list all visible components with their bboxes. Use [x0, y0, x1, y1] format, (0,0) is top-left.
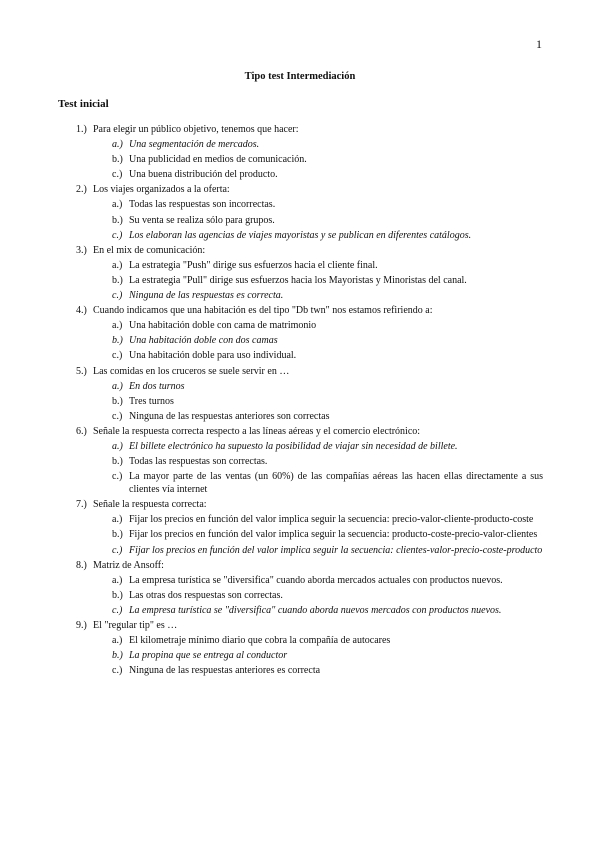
question-row: [76, 619, 543, 632]
question-9: [76, 619, 543, 677]
question-text: El "regular tip" es …: [93, 620, 178, 631]
question-row: [76, 304, 543, 317]
option-text: Fijar los precios en función del valor implica seguir la secuencia: precio-valor-cliente-producto-coste: [129, 514, 534, 526]
option-text: La mayor parte de las ventas (un 60%) de las compañías aéreas las hacen ellas directamente a sus clientes vía internet: [129, 471, 543, 496]
option-text: Su venta se realiza sólo para grupos.: [129, 214, 275, 226]
option-letter: c.): [112, 604, 123, 616]
question-number: 1.): [76, 124, 87, 135]
option-letter: b.): [112, 274, 123, 286]
question-list: [76, 123, 543, 679]
question-number: 6.): [76, 425, 87, 437]
question-text: Las comidas en los cruceros se suele servir en …: [93, 365, 290, 377]
option-text: La empresa turística se "diversifica" cuando aborda nuevos mercados con productos nuevos.: [129, 604, 502, 616]
question-number: 2.): [76, 184, 87, 196]
answer-option: [76, 528, 543, 541]
question-row: [76, 559, 543, 572]
question-number: 3.): [76, 244, 87, 256]
option-letter: c.): [112, 544, 123, 556]
question-text: Para elegir un público objetivo, tenemos que hacer:: [93, 124, 299, 135]
option-letter: b.): [112, 589, 123, 601]
question-row: [76, 425, 543, 438]
option-text: Una publicidad en medios de comunicación.: [129, 154, 307, 166]
answer-option-correct: [76, 380, 543, 393]
option-letter: c.): [112, 410, 123, 422]
option-text: Fijar los precios en función del valor implica seguir la secuencia: clientes-valor-precio-coste-producto: [129, 544, 543, 556]
question-number: 9.): [76, 620, 87, 631]
option-letter: a.): [112, 139, 123, 151]
question-row: [76, 123, 543, 136]
option-letter: b.): [112, 335, 123, 347]
answer-option: [76, 664, 543, 677]
answer-option-correct: [76, 289, 543, 302]
answer-option: [76, 259, 543, 272]
answer-option: [76, 589, 543, 602]
answer-option-correct: [76, 229, 543, 242]
option-text: Fijar los precios en función del valor implica seguir la secuencia: producto-coste-precio-valor-clientes: [129, 529, 538, 541]
option-text: Una habitación doble con cama de matrimonio: [129, 320, 317, 332]
option-letter: a.): [112, 635, 123, 647]
option-letter: b.): [112, 214, 123, 226]
answer-option: [76, 349, 543, 362]
option-text: La propina que se entrega al conductor: [129, 650, 288, 662]
section-heading: Test inicial: [58, 98, 109, 110]
answer-option-correct: [76, 604, 543, 617]
answer-option-correct: [76, 649, 543, 662]
question-number: 4.): [76, 305, 87, 317]
question-number: 5.): [76, 365, 87, 377]
answer-option-correct: [76, 334, 543, 347]
page-title: Tipo test Intermediación: [244, 71, 356, 82]
option-text: Una buena distribución del producto.: [129, 169, 278, 181]
answer-option: [76, 410, 543, 423]
option-text: En dos turnos: [129, 380, 185, 392]
answer-option: [76, 153, 543, 166]
question-row: [76, 365, 543, 378]
option-text: Tres turnos: [129, 395, 174, 407]
option-text: Todas las respuestas son correctas.: [129, 456, 268, 468]
answer-option: [76, 634, 543, 647]
option-text: La empresa turística se "diversifica" cuando aborda mercados actuales con productos nuevos.: [129, 574, 503, 586]
option-letter: c.): [112, 471, 123, 483]
question-row: [76, 183, 543, 196]
question-8: [76, 559, 543, 617]
option-text: Una habitación doble para uso individual.: [129, 350, 297, 362]
answer-option: [76, 198, 543, 211]
option-letter: a.): [112, 320, 123, 332]
answer-option-correct: [76, 440, 543, 453]
option-text: La estrategia "Pull" dirige sus esfuerzos hacia los Mayoristas y Minoristas del canal.: [129, 274, 467, 286]
option-letter: a.): [112, 574, 123, 586]
option-letter: c.): [112, 665, 123, 677]
question-text: En el mix de comunicación:: [93, 244, 206, 256]
option-letter: a.): [112, 380, 123, 392]
question-text: Cuando indicamos que una habitación es del tipo "Db twn" nos estamos refiriendo a:: [93, 305, 433, 317]
option-letter: c.): [112, 290, 123, 302]
option-letter: a.): [112, 514, 123, 526]
option-text: Ninguna de las respuestas anteriores son correctas: [129, 410, 330, 422]
question-number: 8.): [76, 559, 87, 571]
question-1: [76, 123, 543, 181]
option-text: Una segmentación de mercados.: [129, 139, 260, 151]
option-text: La estrategia "Push" dirige sus esfuerzos hacia el cliente final.: [129, 259, 378, 271]
question-text: Señale la respuesta correcta:: [93, 499, 207, 511]
option-text: Una habitación doble con dos camas: [129, 335, 278, 347]
answer-option: [76, 455, 543, 468]
question-6: [76, 425, 543, 496]
answer-option: [76, 395, 543, 408]
option-text: El billete electrónico ha supuesto la posibilidad de viajar sin necesidad de billete.: [129, 440, 458, 452]
option-text: Todas las respuestas son incorrectas.: [129, 199, 276, 211]
option-letter: c.): [112, 229, 123, 241]
answer-option: [76, 168, 543, 181]
option-text: Ninguna de las respuestas es correcta.: [129, 290, 284, 302]
option-letter: c.): [112, 350, 123, 362]
option-letter: c.): [112, 169, 123, 181]
question-3: [76, 244, 543, 302]
question-2: [76, 183, 543, 241]
question-7: [76, 498, 543, 556]
answer-option: [76, 274, 543, 287]
question-text: Señale la respuesta correcta respecto a las líneas aéreas y el comercio electrónico:: [93, 425, 421, 437]
option-text: Los elaboran las agencias de viajes mayoristas y se publican en diferentes catálogos.: [129, 229, 472, 241]
question-number: 7.): [76, 499, 87, 511]
question-5: [76, 365, 543, 423]
answer-option-correct: [76, 138, 543, 151]
answer-option: [76, 319, 543, 332]
question-row: [76, 498, 543, 511]
option-text: Ninguna de las respuestas anteriores es correcta: [129, 665, 321, 677]
option-letter: b.): [112, 529, 123, 541]
question-row: [76, 244, 543, 257]
answer-option: [76, 470, 543, 496]
option-letter: b.): [112, 456, 123, 468]
option-letter: b.): [112, 395, 123, 407]
option-text: Las otras dos respuestas son correctas.: [129, 589, 283, 601]
question-4: [76, 304, 543, 362]
option-letter: b.): [112, 154, 123, 166]
page-number: 1: [536, 37, 542, 51]
option-letter: a.): [112, 259, 123, 271]
answer-option: [76, 574, 543, 587]
option-letter: a.): [112, 199, 123, 211]
option-letter: b.): [112, 650, 123, 662]
answer-option-correct: [76, 544, 543, 557]
question-text: Matriz de Ansoff:: [93, 559, 164, 571]
option-letter: a.): [112, 440, 123, 452]
answer-option: [76, 513, 543, 526]
answer-option: [76, 214, 543, 227]
option-text: El kilometraje mínimo diario que cobra la compañía de autocares: [129, 635, 391, 647]
question-text: Los viajes organizados a la oferta:: [93, 184, 230, 196]
